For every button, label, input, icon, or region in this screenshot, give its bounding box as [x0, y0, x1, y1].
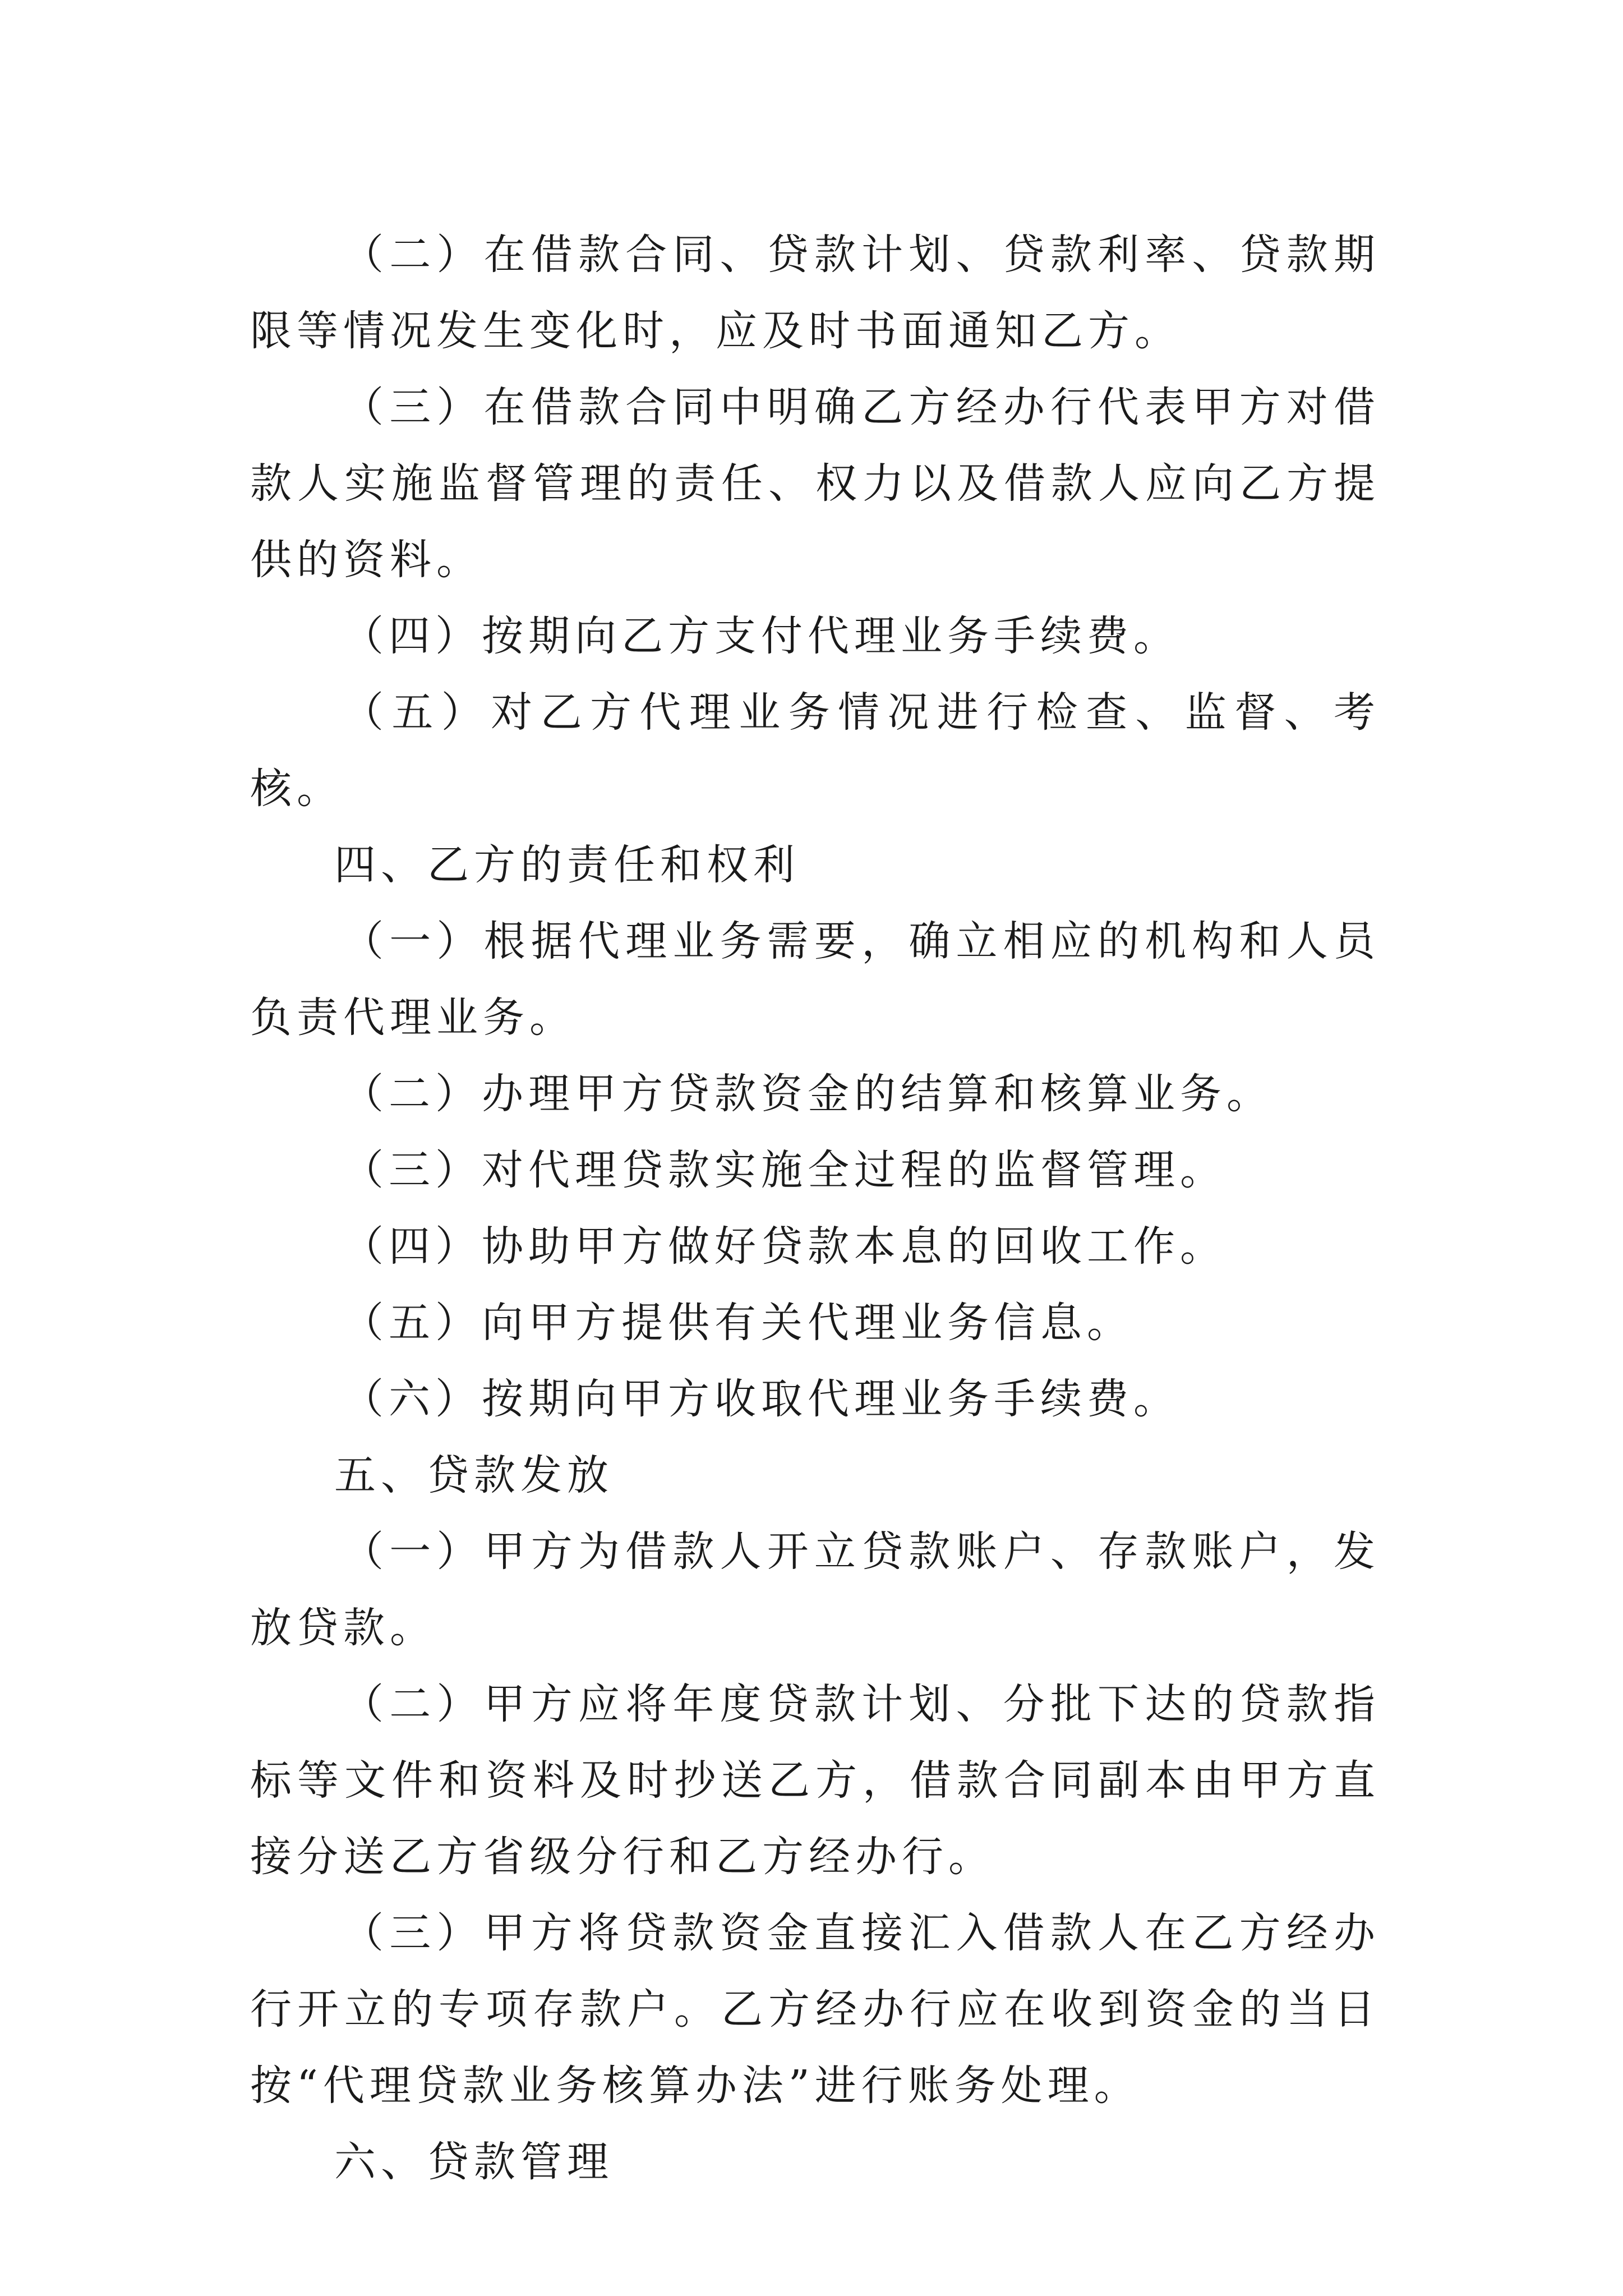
paragraph-item: （三）甲方将贷款资金直接汇入借款人在乙方经办行开立的专项存款户。乙方经办行应在收到资金的当日按“代理贷款业务核算办法”进行账务处理。	[250, 1909, 1380, 2110]
section-heading: 五、贷款发放	[334, 1451, 614, 1499]
paragraph-item: （五）对乙方代理业务情况进行检查、监督、考核。	[250, 688, 1380, 813]
paragraph-item: （四）按期向乙方支付代理业务手续费。	[342, 612, 1180, 660]
paragraph-item: （二）在借款合同、贷款计划、贷款利率、贷款期限等情况发生变化时，应及时书面通知乙方。	[250, 231, 1380, 355]
paragraph-item: （四）协助甲方做好贷款本息的回收工作。	[342, 1222, 1227, 1271]
section-heading: 六、贷款管理	[334, 2138, 614, 2186]
paragraph-item: （六）按期向甲方收取代理业务手续费。	[342, 1375, 1180, 1423]
paragraph-item: （二）甲方应将年度贷款计划、分批下达的贷款指标等文件和资料及时抄送乙方，借款合同副本由甲方直接分送乙方省级分行和乙方经办行。	[250, 1680, 1380, 1881]
paragraph-item: （一）甲方为借款人开立贷款账户、存款账户，发放贷款。	[250, 1527, 1380, 1652]
paragraph-item: （二）办理甲方贷款资金的结算和核算业务。	[342, 1070, 1273, 1118]
paragraph-item: （一）根据代理业务需要，确立相应的机构和人员负责代理业务。	[250, 917, 1380, 1042]
document-page	[250, 217, 1380, 2200]
paragraph-item: （三）对代理贷款实施全过程的监督管理。	[342, 1146, 1227, 1194]
paragraph-item: （五）向甲方提供有关代理业务信息。	[342, 1299, 1133, 1347]
paragraph-item: （三）在借款合同中明确乙方经办行代表甲方对借款人实施监督管理的责任、权力以及借款人应向乙方提供的资料。	[250, 383, 1380, 584]
section-heading: 四、乙方的责任和权利	[334, 841, 800, 889]
